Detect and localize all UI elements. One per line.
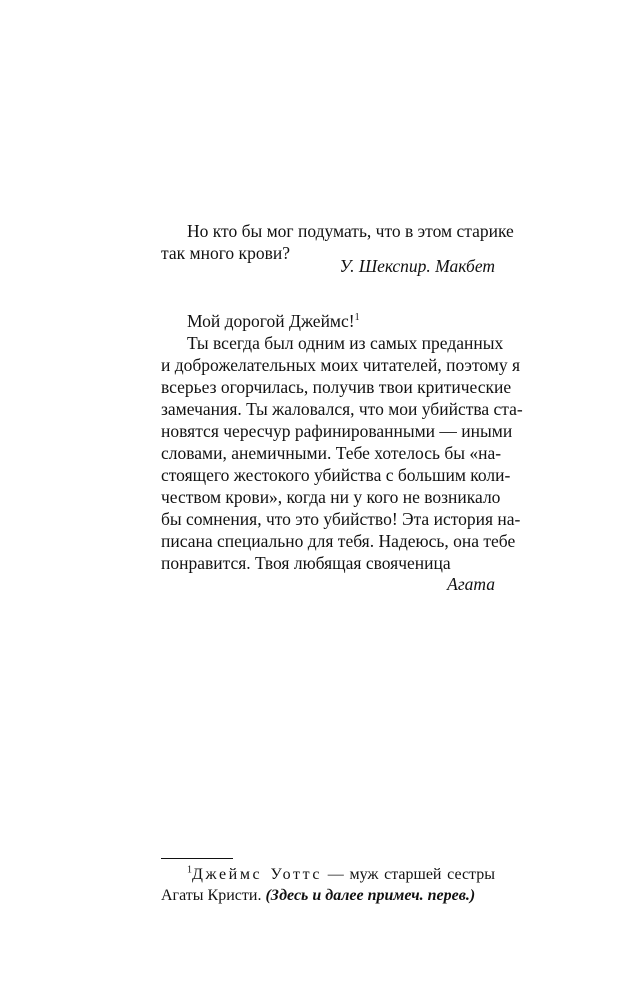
- footnote-number: 1: [187, 864, 192, 876]
- letter-line: понравится. Твоя любящая свояченица: [161, 553, 451, 573]
- salutation-text: Мой дорогой Джеймс!: [187, 311, 355, 331]
- footnote-line2-italic: (Здесь и далее примеч. перев.): [265, 887, 476, 904]
- letter-line: словами, анемичными. Тебе хотелось бы «на-: [161, 443, 502, 463]
- letter-line: бы сомнения, что это убийство! Эта история на-: [161, 509, 521, 529]
- letter-line: новятся чересчур рафинированными — иными: [161, 421, 513, 441]
- epigraph-attribution: У. Шекспир. Макбет: [339, 256, 495, 276]
- epigraph-line-2: так много крови?: [161, 243, 290, 263]
- footnote-line-2: [161, 885, 495, 907]
- letter-salutation: [161, 310, 495, 332]
- letter-line: чеством крови», когда ни у кого не возникало: [161, 487, 501, 507]
- letter-line: всерьез огорчилась, получив твои критические: [161, 377, 512, 397]
- epigraph-line-1: Но кто бы мог подумать, что в этом старике: [187, 221, 514, 241]
- letter-signature: Агата: [447, 574, 495, 594]
- footnote-line-1: [161, 864, 495, 886]
- letter-line: замечания. Ты жаловался, что мои убийства ста-: [161, 399, 523, 419]
- footnote-line2-plain: Агаты Кристи.: [161, 887, 266, 904]
- footnote-ref: 1: [354, 312, 360, 324]
- letter-line: Ты всегда был одним из самых преданных: [187, 333, 504, 353]
- footnote-line1-rest: — муж старшей сестры: [322, 866, 495, 883]
- footnote-name: Джеймс Уоттс: [192, 866, 323, 883]
- footnote-rule: [161, 858, 233, 859]
- letter-line: стоящего жестокого убийства с большим коли-: [161, 465, 511, 485]
- letter-line: и доброжелательных моих читателей, поэтому я: [161, 355, 521, 375]
- letter-line: писана специально для тебя. Надеюсь, она тебе: [161, 531, 516, 551]
